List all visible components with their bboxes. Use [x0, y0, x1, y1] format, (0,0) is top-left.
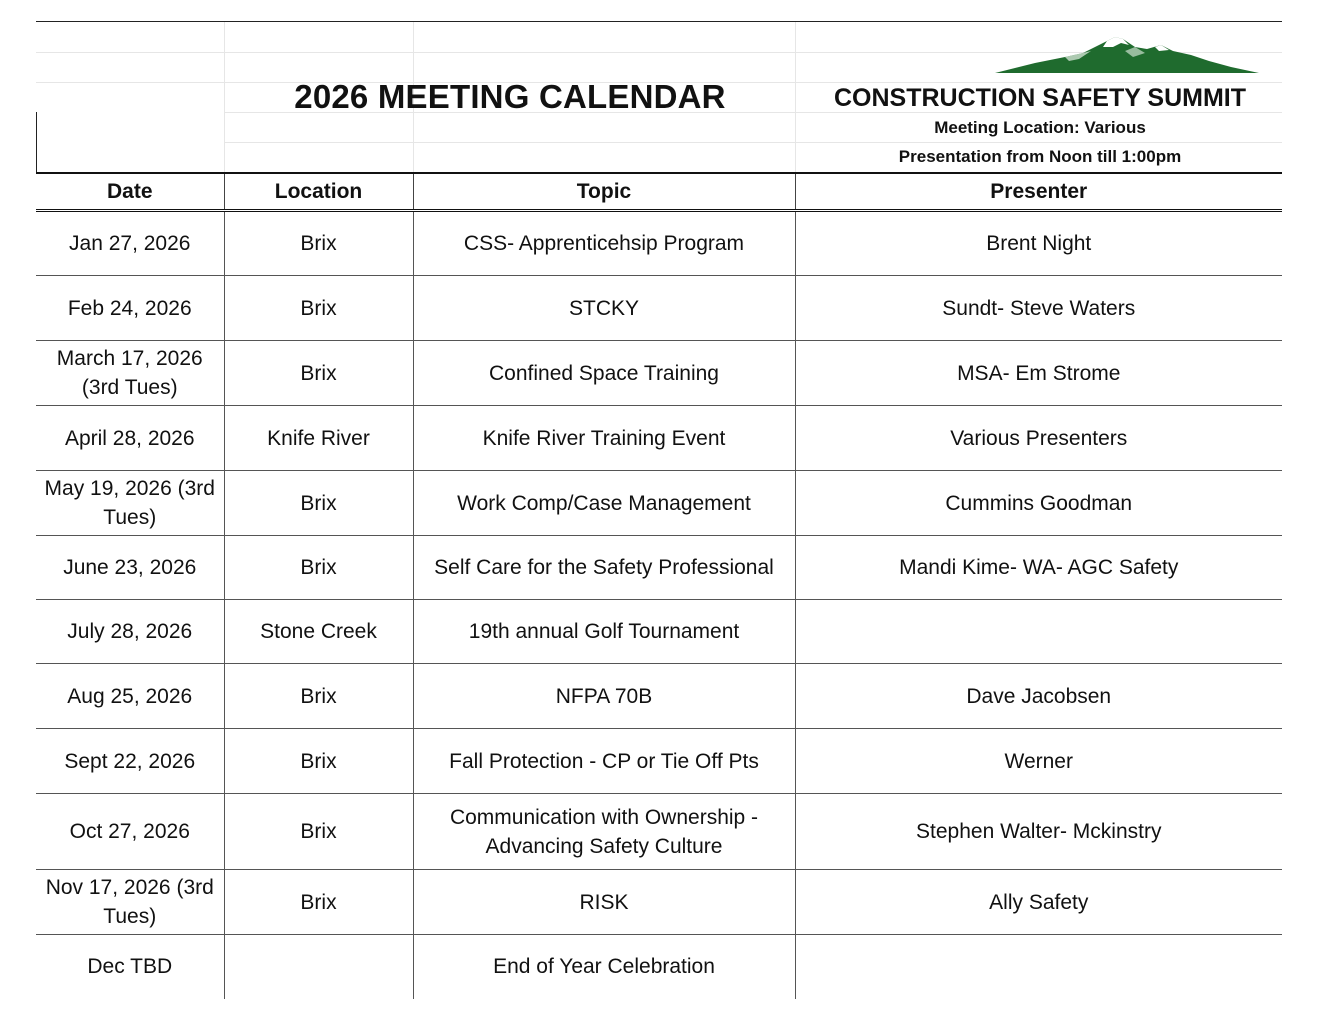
presenter-cell: Sundt- Steve Waters [795, 276, 1282, 341]
date-cell: Dec TBD [87, 955, 173, 979]
location-cell: Brix [224, 276, 413, 341]
location-cell: Brix [224, 471, 413, 536]
mountain-logo-icon [995, 33, 1259, 75]
date-cell: Oct 27, 2026 [36, 794, 224, 870]
location-cell: Brix [224, 664, 413, 729]
date-cell: Nov 17, 2026 (3rd Tues) [36, 870, 224, 935]
date-cell: April 28, 2026 [36, 406, 224, 471]
date-cell: May 19, 2026 (3rd Tues) [36, 471, 224, 536]
table-row [36, 870, 1282, 935]
presentation-time: Presentation from Noon till 1:00pm [898, 147, 1182, 166]
date-cell: Sept 22, 2026 [36, 729, 224, 794]
date-cell: Feb 24, 2026 [36, 276, 224, 341]
table-row [36, 729, 1282, 794]
topic-cell: CSS- Apprenticehsip Program [413, 211, 795, 276]
table-row [36, 276, 1282, 341]
topic-cell: RISK [413, 870, 795, 935]
topic-cell: Fall Protection - CP or Tie Off Pts [413, 729, 795, 794]
presenter-cell: Werner [795, 729, 1282, 794]
gridline [224, 142, 1282, 143]
column-header-topic: Topic [413, 173, 795, 211]
topic-cell: NFPA 70B [413, 664, 795, 729]
location-cell: Brix [224, 729, 413, 794]
gridline [224, 22, 225, 172]
table-row [36, 536, 1282, 600]
table-row [36, 471, 1282, 536]
top-border [36, 21, 1282, 22]
presenter-cell: Various Presenters [795, 406, 1282, 471]
location-cell: Brix [224, 211, 413, 276]
table-row [36, 794, 1282, 870]
organization-name: CONSTRUCTION SAFETY SUMMIT [833, 84, 1247, 112]
topic-cell: Confined Space Training [413, 341, 795, 406]
presenter-cell [795, 935, 1282, 999]
topic-cell: Communication with Ownership - Advancing Safety Culture [413, 794, 795, 870]
presenter-cell: Ally Safety [795, 870, 1282, 935]
date-cell: March 17, 2026 (3rd Tues) [36, 341, 224, 406]
date-cell: Jan 27, 2026 [36, 211, 224, 276]
location-cell: Brix [224, 870, 413, 935]
date-cell: July 28, 2026 [36, 600, 224, 664]
date-cell: June 23, 2026 [36, 536, 224, 600]
table-row [36, 341, 1282, 406]
topic-cell: Knife River Training Event [413, 406, 795, 471]
presenter-cell: Brent Night [795, 211, 1282, 276]
header-row [36, 173, 1282, 211]
presenter-cell: Dave Jacobsen [795, 664, 1282, 729]
column-header-location: Location [224, 173, 413, 211]
gridline [795, 22, 796, 172]
topic-cell: End of Year Celebration [413, 935, 795, 999]
table-row [36, 406, 1282, 471]
meeting-location: Meeting Location: Various [934, 118, 1146, 137]
table-row [36, 664, 1282, 729]
table-row [36, 600, 1282, 664]
presenter-cell: Cummins Goodman [795, 471, 1282, 536]
presenter-cell: MSA- Em Strome [795, 341, 1282, 406]
location-cell: Stone Creek [224, 600, 413, 664]
location-cell: Knife River [224, 406, 413, 471]
left-border [36, 112, 37, 172]
page-title: 2026 MEETING CALENDAR [294, 78, 726, 115]
date-cell: Aug 25, 2026 [36, 664, 224, 729]
topic-cell: Self Care for the Safety Professional [413, 536, 795, 600]
table-row [36, 211, 1282, 276]
column-header-date: Date [36, 173, 224, 211]
location-cell: Brix [224, 536, 413, 600]
table-row [36, 935, 1282, 999]
presenter-cell: Mandi Kime- WA- AGC Safety [795, 536, 1282, 600]
location-cell: Brix [224, 794, 413, 870]
topic-cell: Work Comp/Case Management [413, 471, 795, 536]
column-header-presenter: Presenter [795, 173, 1282, 211]
presenter-cell: Stephen Walter- Mckinstry [795, 794, 1282, 870]
topic-cell: STCKY [413, 276, 795, 341]
location-cell [224, 935, 413, 999]
location-cell: Brix [224, 341, 413, 406]
presenter-cell [795, 600, 1282, 664]
topic-cell: 19th annual Golf Tournament [413, 600, 795, 664]
meeting-table [36, 172, 1282, 999]
